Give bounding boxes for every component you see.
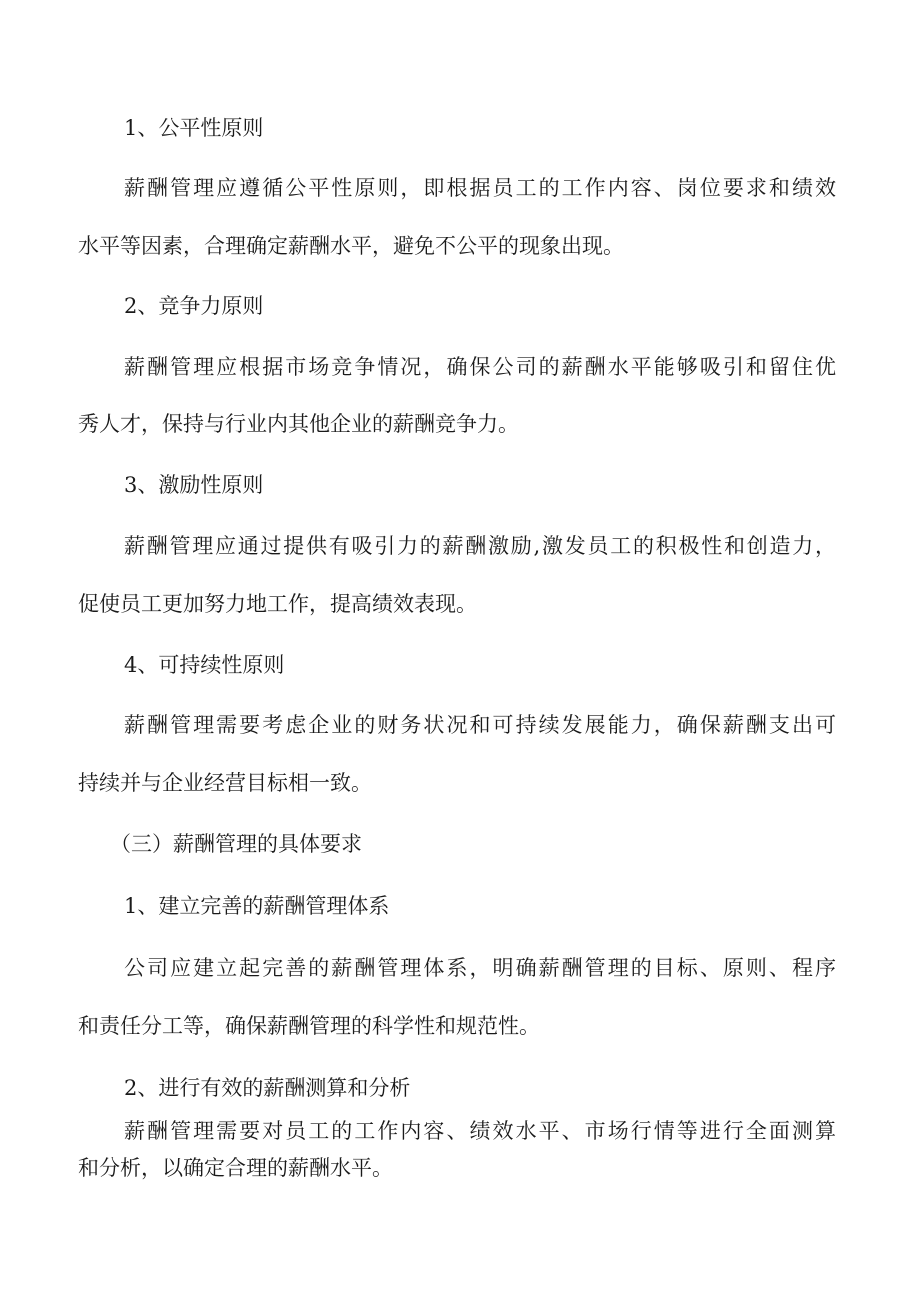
paragraph-line: 薪酬管理需要考虑企业的财务状况和可持续发展能力，确保薪酬支出可 [124, 713, 836, 737]
heading-sustainability: 4、可持续性原则 [124, 653, 285, 677]
paragraph-line: 薪酬管理需要对员工的工作内容、绩效水平、市场行情等进行全面测算 [124, 1119, 836, 1143]
paragraph-line: 和分析，以确定合理的薪酬水平。 [78, 1156, 393, 1180]
paragraph-line: 薪酬管理应通过提供有吸引力的薪酬激励,激发员工的积极性和创造力， [124, 534, 836, 558]
paragraph-line: 促使员工更加努力地工作，提高绩效表现。 [78, 592, 477, 616]
paragraph-line: 薪酬管理应遵循公平性原则，即根据员工的工作内容、岗位要求和绩效 [124, 176, 836, 200]
paragraph-line: 和责任分工等，确保薪酬管理的科学性和规范性。 [78, 1014, 540, 1038]
paragraph-line: 秀人才，保持与行业内其他企业的薪酬竞争力。 [78, 412, 519, 436]
heading-fairness: 1、公平性原则 [124, 116, 264, 140]
section-heading: （三）薪酬管理的具体要求 [110, 832, 362, 856]
paragraph-line: 持续并与企业经营目标相一致。 [78, 771, 372, 795]
heading-competitiveness: 2、竞争力原则 [124, 294, 264, 318]
heading-system: 1、建立完善的薪酬管理体系 [124, 894, 390, 918]
paragraph-line: 公司应建立起完善的薪酬管理体系，明确薪酬管理的目标、原则、程序 [124, 956, 836, 980]
heading-analysis: 2、进行有效的薪酬测算和分析 [124, 1076, 411, 1100]
paragraph-line: 水平等因素，合理确定薪酬水平，避免不公平的现象出现。 [78, 234, 624, 258]
heading-incentive: 3、激励性原则 [124, 473, 264, 497]
paragraph-line: 薪酬管理应根据市场竞争情况，确保公司的薪酬水平能够吸引和留住优 [124, 355, 836, 379]
